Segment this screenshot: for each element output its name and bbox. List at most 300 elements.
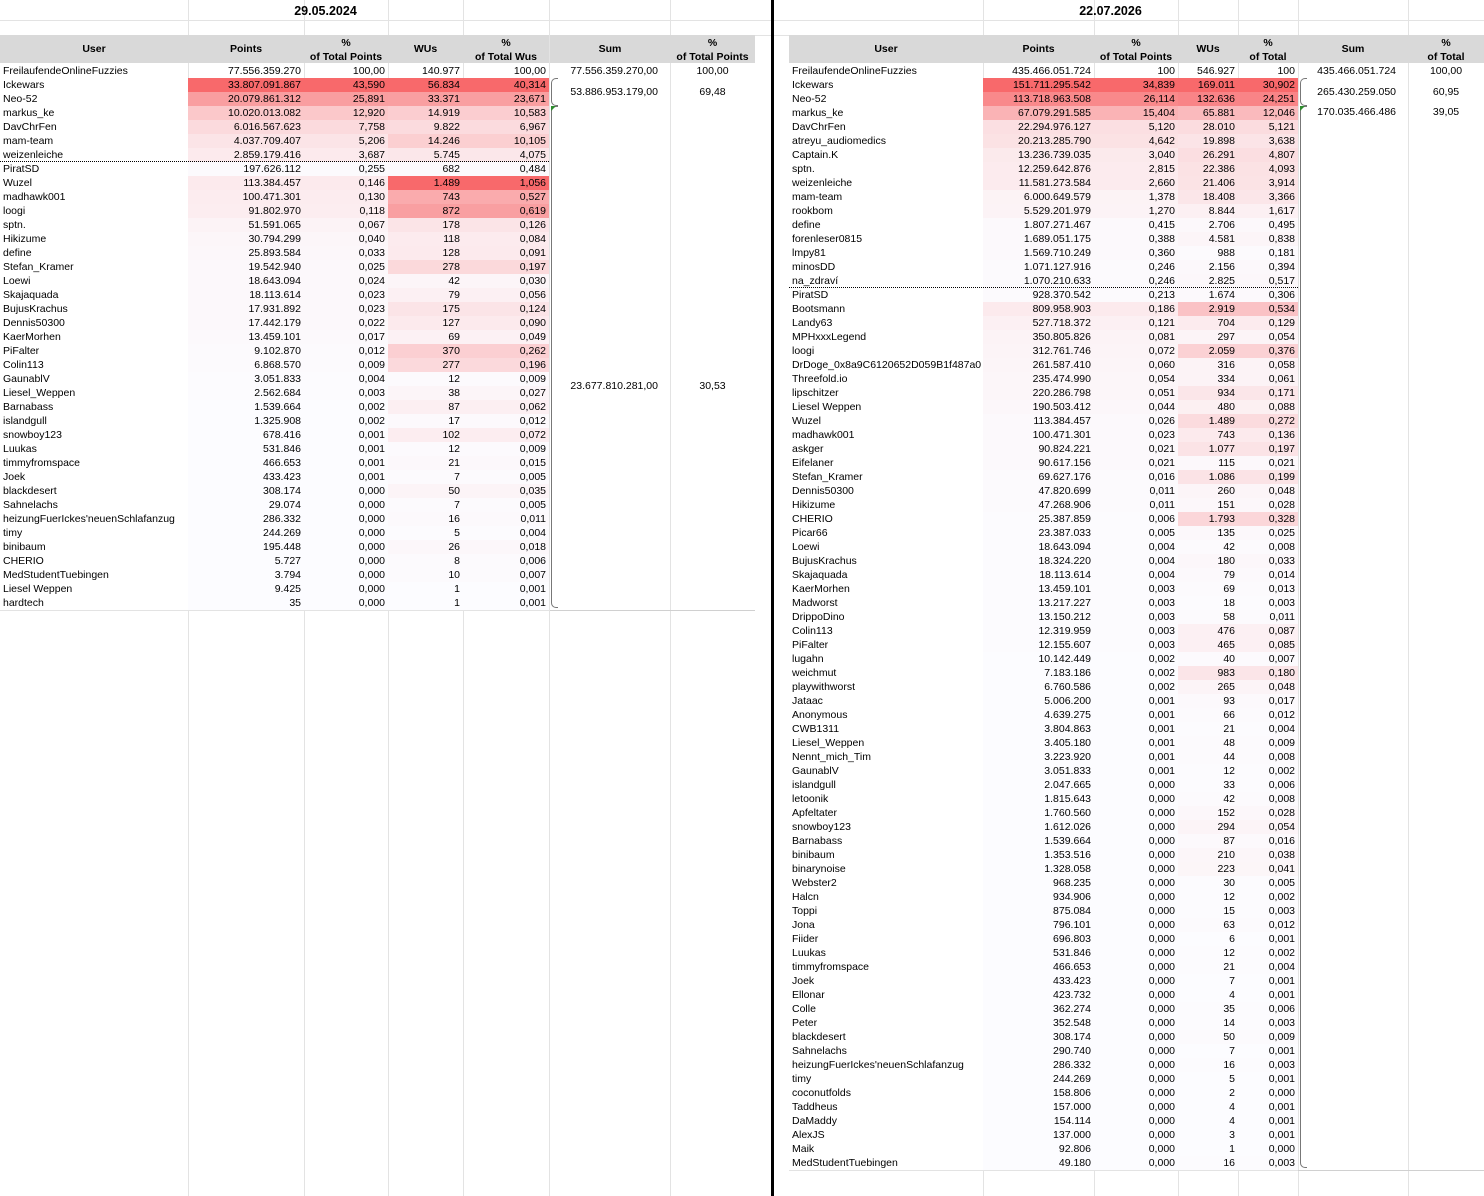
row-wus: 2.156 (1178, 260, 1238, 274)
row-wus: 33.371 (388, 92, 463, 106)
row-user: Taddheus (792, 1101, 838, 1113)
row-points: 312.761.746 (983, 344, 1094, 358)
row-points: 3.223.920 (983, 750, 1094, 764)
row-user: Nennt_mich_Tim (792, 751, 871, 763)
row-pct-points: 3,687 (304, 148, 388, 162)
row-user: Joek (3, 471, 26, 483)
row-wus: 1.086 (1178, 470, 1238, 484)
row-pct-points: 0,001 (304, 456, 388, 470)
row-pct-wus: 0,517 (1238, 274, 1298, 288)
row-wus: 35 (1178, 1002, 1238, 1016)
row-user: Dennis50300 (792, 485, 854, 497)
row-points: 13.217.227 (983, 596, 1094, 610)
row-user: markus_ke (792, 107, 844, 119)
row-pct-points: 0,044 (1094, 400, 1178, 414)
row-wus: 2.059 (1178, 344, 1238, 358)
row-points: 113.384.457 (188, 176, 304, 190)
row-pct-wus: 0,001 (1238, 1114, 1298, 1128)
row-wus: 151 (1178, 498, 1238, 512)
row-user: Threefold.io (792, 373, 848, 385)
row-pct-wus: 0,084 (463, 232, 549, 246)
group-bracket-bottom (1300, 106, 1307, 1168)
row-wus: 1.489 (388, 176, 463, 190)
row-pct-points: 0,000 (304, 568, 388, 582)
row-pct-points: 0,072 (1094, 344, 1178, 358)
row-user: PiFalter (792, 639, 829, 651)
row-pct-wus: 0,199 (1238, 470, 1298, 484)
row-wus: 934 (1178, 386, 1238, 400)
row-pct-wus: 0,033 (1238, 554, 1298, 568)
row-wus: 12 (1178, 890, 1238, 904)
row-user: na_zdraví (792, 275, 839, 287)
row-wus: 118 (388, 232, 463, 246)
row-user: Dennis50300 (3, 317, 65, 329)
row-wus: 18.408 (1178, 190, 1238, 204)
row-wus: 115 (1178, 456, 1238, 470)
row-points: 10.142.449 (983, 652, 1094, 666)
row-points: 308.174 (188, 484, 304, 498)
row-pct-wus: 5,121 (1238, 120, 1298, 134)
row-pct-points: 0,002 (304, 414, 388, 428)
row-pct-points: 0,000 (304, 540, 388, 554)
row-pct-points: 0,000 (1094, 988, 1178, 1002)
row-user: MedStudentTuebingen (792, 1157, 898, 1169)
row-pct-wus: 0,619 (463, 204, 549, 218)
row-points: 352.548 (983, 1016, 1094, 1030)
sum-value: 23.677.810.281,00 (570, 380, 658, 392)
row-user: BujusKrachus (792, 555, 857, 567)
row-points: 13.150.212 (983, 610, 1094, 624)
row-points: 1.328.058 (983, 862, 1094, 876)
row-user: timy (792, 1073, 812, 1085)
sum-pct: 30,53 (699, 380, 726, 392)
row-wus: 16 (1178, 1156, 1238, 1170)
row-pct-points: 0,000 (1094, 1072, 1178, 1086)
row-wus: 79 (388, 288, 463, 302)
row-pct-points: 0,000 (1094, 1142, 1178, 1156)
grid-vline (1298, 0, 1299, 1196)
row-points: 90.824.221 (983, 442, 1094, 456)
row-points: 154.114 (983, 1114, 1094, 1128)
row-points: 235.474.990 (983, 372, 1094, 386)
row-user: Colin113 (792, 625, 833, 637)
row-points: 466.653 (188, 456, 304, 470)
row-user: heizungFuerIckes'neuenSchlafanzug (792, 1059, 964, 1071)
row-wus: 476 (1178, 624, 1238, 638)
row-pct-wus: 3,914 (1238, 176, 1298, 190)
grid-vline (1408, 0, 1409, 1196)
sum-block-bottom (550, 610, 755, 611)
row-wus: 12 (388, 442, 463, 456)
row-points: 9.102.870 (188, 344, 304, 358)
row-points: 286.332 (983, 1058, 1094, 1072)
row-pct-points: 0,001 (1094, 722, 1178, 736)
row-user: coconutfolds (792, 1087, 851, 1099)
row-pct-points: 0,360 (1094, 246, 1178, 260)
row-user: Sahnelachs (3, 499, 58, 511)
row-wus: 7 (388, 498, 463, 512)
row-wus: 480 (1178, 400, 1238, 414)
row-pct-wus: 100 (1277, 65, 1295, 77)
row-pct-wus: 24,251 (1238, 92, 1298, 106)
row-pct-points: 0,002 (1094, 652, 1178, 666)
row-points: 47.268.906 (983, 498, 1094, 512)
row-pct-wus: 0,001 (463, 582, 549, 596)
row-wus: 14.919 (388, 106, 463, 120)
row-pct-wus: 0,048 (1238, 484, 1298, 498)
row-user: Stefan_Kramer (3, 261, 74, 273)
row-pct-points: 25,891 (304, 92, 388, 106)
row-user: timy (3, 527, 23, 539)
row-points: 3.051.833 (188, 372, 304, 386)
column-header-points: Points (1022, 43, 1055, 55)
row-user: MedStudentTuebingen (3, 569, 109, 581)
row-pct-points: 0,000 (1094, 862, 1178, 876)
row-pct-points: 0,000 (1094, 1100, 1178, 1114)
row-points: 5.529.201.979 (983, 204, 1094, 218)
row-pct-points: 0,003 (1094, 582, 1178, 596)
row-pct-points: 0,006 (1094, 512, 1178, 526)
row-points: 1.569.710.249 (983, 246, 1094, 260)
row-points: 1.539.664 (188, 400, 304, 414)
row-pct-points: 0,011 (1094, 498, 1178, 512)
row-pct-wus: 0,002 (1238, 890, 1298, 904)
row-pct-wus: 0,038 (1238, 848, 1298, 862)
row-wus: 21 (388, 456, 463, 470)
row-wus: 4 (1178, 988, 1238, 1002)
row-user: Neo-52 (3, 93, 38, 105)
row-pct-wus: 0,001 (1238, 1072, 1298, 1086)
row-wus: 69 (1178, 582, 1238, 596)
column-header-pct-points: of Total Points (1099, 51, 1173, 63)
row-user: FreilaufendeOnlineFuzzies (792, 65, 917, 77)
row-points: 18.113.614 (983, 568, 1094, 582)
row-pct-wus: 0,001 (1238, 1044, 1298, 1058)
row-points: 195.448 (188, 540, 304, 554)
row-pct-wus: 0,007 (1238, 652, 1298, 666)
row-pct-wus: 0,009 (1238, 736, 1298, 750)
row-pct-wus: 0,011 (463, 512, 549, 526)
row-wus: 5 (1178, 1072, 1238, 1086)
row-pct-wus: 0,028 (1238, 806, 1298, 820)
row-pct-points: 0,002 (1094, 680, 1178, 694)
row-points: 13.459.101 (188, 330, 304, 344)
row-pct-wus: 0,000 (1238, 1142, 1298, 1156)
row-user: Wuzel (792, 415, 821, 427)
row-wus: 178 (388, 218, 463, 232)
row-wus: 5 (388, 526, 463, 540)
row-wus: 65.881 (1178, 106, 1238, 120)
row-wus: 16 (1178, 1058, 1238, 1072)
row-user: Madworst (792, 597, 838, 609)
sum-value: 435.466.051.724 (1317, 65, 1396, 77)
row-pct-points: 0,186 (1094, 302, 1178, 316)
row-wus: 14.246 (388, 134, 463, 148)
row-user: Bootsmann (792, 303, 846, 315)
row-pct-points: 0,081 (1094, 330, 1178, 344)
row-user: rookbom (792, 205, 833, 217)
row-pct-wus: 0,011 (1238, 610, 1298, 624)
row-points: 433.423 (983, 974, 1094, 988)
row-wus: 69 (388, 330, 463, 344)
row-pct-wus: 0,012 (463, 414, 549, 428)
row-wus: 87 (1178, 834, 1238, 848)
row-pct-wus: 0,028 (1238, 498, 1298, 512)
row-points: 2.047.665 (983, 778, 1094, 792)
row-user: Anonymous (792, 709, 848, 721)
row-wus: 7 (1178, 1044, 1238, 1058)
row-user: DaMaddy (792, 1115, 837, 1127)
row-pct-points: 1,378 (1094, 190, 1178, 204)
row-pct-wus: 10,583 (463, 106, 549, 120)
row-user: Fiider (792, 933, 819, 945)
row-user: Skajaquada (792, 569, 848, 581)
row-pct-points: 0,001 (304, 428, 388, 442)
row-points: 91.802.970 (188, 204, 304, 218)
row-user: KaerMorhen (792, 583, 850, 595)
row-wus: 265 (1178, 680, 1238, 694)
row-pct-points: 43,590 (304, 78, 388, 92)
row-pct-wus: 0,001 (1238, 988, 1298, 1002)
sum-pct: 60,95 (1432, 86, 1460, 98)
sheet-date: 22.07.2026 (1079, 4, 1142, 18)
column-header-pct-points-symbol: % (1131, 37, 1141, 49)
row-wus: 2 (1178, 1086, 1238, 1100)
row-points: 6.016.567.623 (188, 120, 304, 134)
row-pct-wus: 30,902 (1238, 78, 1298, 92)
row-points: 968.235 (983, 876, 1094, 890)
row-points: 23.387.033 (983, 526, 1094, 540)
row-wus: 180 (1178, 554, 1238, 568)
row-pct-points: 3,040 (1094, 148, 1178, 162)
row-points: 30.794.299 (188, 232, 304, 246)
row-points: 3.804.863 (983, 722, 1094, 736)
row-wus: 7 (388, 470, 463, 484)
row-pct-points: 0,001 (1094, 708, 1178, 722)
row-points: 12.319.959 (983, 624, 1094, 638)
group-bracket-bottom (551, 106, 558, 608)
row-wus: 4 (1178, 1100, 1238, 1114)
row-wus: 704 (1178, 316, 1238, 330)
row-pct-wus: 0,180 (1238, 666, 1298, 680)
row-points: 49.180 (983, 1156, 1094, 1170)
row-points: 90.617.156 (983, 456, 1094, 470)
row-pct-points: 0,004 (1094, 568, 1178, 582)
row-points: 423.732 (983, 988, 1094, 1002)
row-points: 2.859.179.416 (188, 148, 304, 162)
row-pct-points: 0,024 (304, 274, 388, 288)
row-points: 350.805.826 (983, 330, 1094, 344)
row-points: 51.591.065 (188, 218, 304, 232)
row-pct-points: 0,000 (1094, 1058, 1178, 1072)
row-wus: 1 (1178, 1142, 1238, 1156)
row-user: BujusKrachus (3, 303, 68, 315)
row-user: Apfeltater (792, 807, 837, 819)
row-points: 3.051.833 (983, 764, 1094, 778)
sum-block-bottom (1298, 1170, 1484, 1171)
row-wus: 48 (1178, 736, 1238, 750)
row-pct-wus: 0,003 (1238, 596, 1298, 610)
row-points: 137.000 (983, 1128, 1094, 1142)
row-pct-wus: 0,087 (1238, 624, 1298, 638)
row-user: loogi (3, 205, 26, 217)
row-wus: 15 (1178, 904, 1238, 918)
row-pct-points: 100 (1157, 65, 1175, 77)
row-points: 25.387.859 (983, 512, 1094, 526)
row-pct-wus: 0,006 (1238, 1002, 1298, 1016)
row-user: snowboy123 (3, 429, 62, 441)
row-points: 3.794 (188, 568, 304, 582)
row-pct-wus: 40,314 (463, 78, 549, 92)
row-wus: 128 (388, 246, 463, 260)
row-points: 18.643.094 (188, 274, 304, 288)
column-header-pct-wus: of Total (1249, 51, 1287, 63)
row-pct-points: 0,003 (1094, 596, 1178, 610)
row-user: AlexJS (792, 1129, 825, 1141)
row-wus: 277 (388, 358, 463, 372)
row-pct-points: 0,000 (1094, 1156, 1178, 1170)
row-wus: 12 (1178, 764, 1238, 778)
row-wus: 152 (1178, 806, 1238, 820)
row-pct-wus: 0,088 (1238, 400, 1298, 414)
row-pct-points: 0,021 (1094, 456, 1178, 470)
row-pct-wus: 0,008 (1238, 792, 1298, 806)
row-wus: 872 (388, 204, 463, 218)
row-user: mam-team (792, 191, 843, 203)
row-pct-points: 0,000 (1094, 876, 1178, 890)
row-wus: 132.636 (1178, 92, 1238, 106)
row-pct-wus: 3,366 (1238, 190, 1298, 204)
row-user: Liesel Weppen (792, 401, 862, 413)
row-points: 18.113.614 (188, 288, 304, 302)
row-points: 197.626.112 (188, 162, 304, 176)
row-pct-points: 0,000 (304, 582, 388, 596)
row-pct-points: 0,016 (1094, 470, 1178, 484)
row-points: 1.689.051.175 (983, 232, 1094, 246)
sum-pct: 100,00 (1429, 65, 1463, 77)
row-wus: 294 (1178, 820, 1238, 834)
row-pct-wus: 0,005 (1238, 876, 1298, 890)
row-pct-points: 0,000 (1094, 904, 1178, 918)
row-user: Barnabass (792, 835, 843, 847)
row-points: 69.627.176 (983, 470, 1094, 484)
row-wus: 127 (388, 316, 463, 330)
row-pct-wus: 0,061 (1238, 372, 1298, 386)
row-wus: 30 (1178, 876, 1238, 890)
column-header-pct-sum-symbol: % (1441, 37, 1451, 49)
row-pct-points: 0,246 (1094, 260, 1178, 274)
row-user: Loewi (792, 541, 820, 553)
grid-vline (670, 0, 671, 1196)
row-pct-points: 0,060 (1094, 358, 1178, 372)
row-pct-points: 0,000 (1094, 1044, 1178, 1058)
row-user: blackdesert (3, 485, 57, 497)
row-wus: 682 (388, 162, 463, 176)
row-pct-wus: 0,003 (1238, 1058, 1298, 1072)
row-user: markus_ke (3, 107, 55, 119)
row-user: Picar66 (792, 527, 828, 539)
row-points: 113.718.963.508 (983, 92, 1094, 106)
column-header-points: Points (229, 43, 263, 55)
row-points: 696.803 (983, 932, 1094, 946)
row-user: Wuzel (3, 177, 32, 189)
row-user: Hikizume (792, 499, 836, 511)
row-points: 531.846 (188, 442, 304, 456)
row-wus: 9.822 (388, 120, 463, 134)
row-pct-points: 0,388 (1094, 232, 1178, 246)
row-points: 1.071.127.916 (983, 260, 1094, 274)
row-user: KaerMorhen (3, 331, 61, 343)
row-user: madhawk001 (3, 191, 66, 203)
row-wus: 6 (1178, 932, 1238, 946)
row-user: lugahn (792, 653, 824, 665)
row-wus: 260 (1178, 484, 1238, 498)
row-points: 1.353.516 (983, 848, 1094, 862)
row-user: Webster2 (792, 877, 837, 889)
group-bracket-top (1300, 78, 1307, 106)
row-wus: 19.898 (1178, 134, 1238, 148)
row-pct-wus: 4,807 (1238, 148, 1298, 162)
row-pct-wus: 1,617 (1238, 204, 1298, 218)
row-pct-wus: 0,027 (463, 386, 549, 400)
row-pct-points: 4,642 (1094, 134, 1178, 148)
row-wus: 278 (388, 260, 463, 274)
row-pct-points: 2,815 (1094, 162, 1178, 176)
row-points: 244.269 (188, 526, 304, 540)
row-wus: 169.011 (1178, 78, 1238, 92)
row-user: binarynoise (792, 863, 846, 875)
row-points: 77.556.359.270 (228, 65, 301, 77)
row-points: 11.581.273.584 (983, 176, 1094, 190)
sheet-divider (771, 0, 774, 1196)
row-pct-points: 0,021 (1094, 442, 1178, 456)
row-pct-points: 0,000 (1094, 1114, 1178, 1128)
row-user: CHERIO (3, 555, 44, 567)
row-user: Ellonar (792, 989, 825, 1001)
row-points: 6.000.649.579 (983, 190, 1094, 204)
row-wus: 988 (1178, 246, 1238, 260)
row-wus: 12 (388, 372, 463, 386)
column-header-wus: WUs (413, 43, 438, 55)
row-points: 5.006.200 (983, 694, 1094, 708)
sum-value: 77.556.359.270,00 (570, 65, 658, 77)
row-points: 435.466.051.724 (1012, 65, 1091, 77)
row-pct-wus: 0,124 (463, 302, 549, 316)
row-pct-points: 0,004 (1094, 540, 1178, 554)
row-pct-wus: 0,004 (463, 526, 549, 540)
row-user: Luukas (792, 947, 826, 959)
row-points: 100.471.301 (188, 190, 304, 204)
row-wus: 743 (388, 190, 463, 204)
row-pct-wus: 0,004 (1238, 960, 1298, 974)
row-user: blackdesert (792, 1031, 846, 1043)
row-pct-wus: 0,030 (463, 274, 549, 288)
row-user: Eifelaner (792, 457, 834, 469)
row-pct-wus: 0,534 (1238, 302, 1298, 316)
row-user: timmyfromspace (792, 961, 870, 973)
row-wus: 14 (1178, 1016, 1238, 1030)
row-user: Neo-52 (792, 93, 827, 105)
row-wus: 210 (1178, 848, 1238, 862)
row-points: 796.101 (983, 918, 1094, 932)
row-wus: 66 (1178, 708, 1238, 722)
row-user: lmpy81 (792, 247, 826, 259)
row-user: MPHxxxLegend (792, 331, 867, 343)
row-points: 466.653 (983, 960, 1094, 974)
row-pct-points: 0,146 (304, 176, 388, 190)
row-pct-points: 0,000 (304, 484, 388, 498)
row-pct-wus: 0,009 (463, 442, 549, 456)
